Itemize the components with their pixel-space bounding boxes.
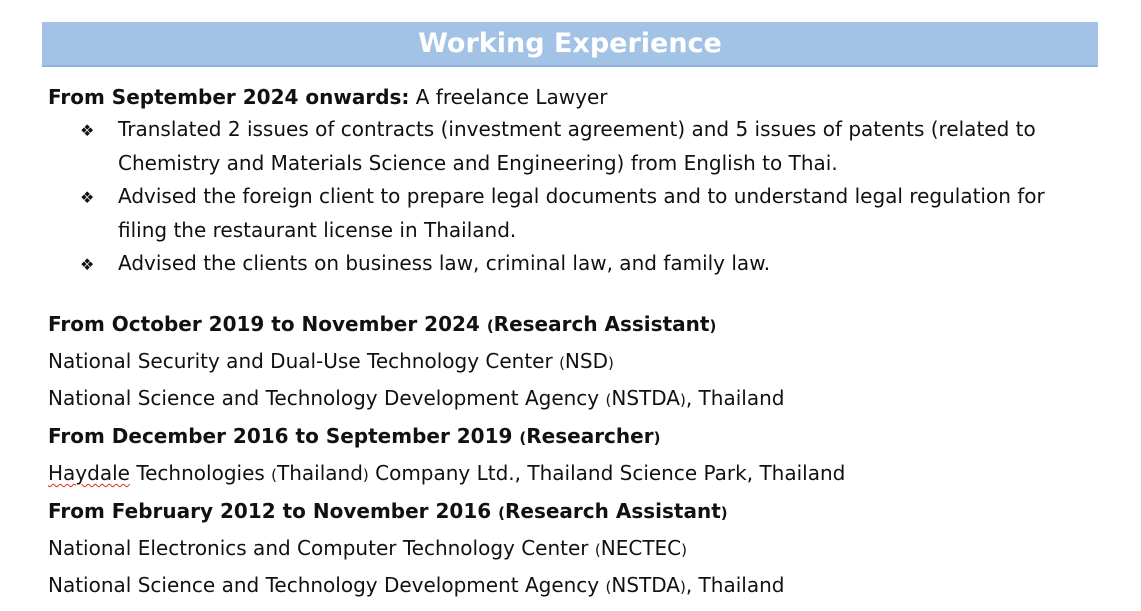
entry-4-org-1-abbr: NECTEC [600, 536, 682, 560]
bullet-diamond-icon: ❖ [80, 188, 95, 207]
entry-4-period: From February 2012 to November 2016 [48, 499, 492, 523]
entry-3-role: Researcher [526, 424, 654, 448]
entry-3-period: From December 2016 to September 2019 [48, 424, 513, 448]
entry-3-heading: From December 2016 to September 2019 (Researcher) [48, 424, 661, 448]
entry-4-heading: From February 2012 to November 2016 (Research Assistant) [48, 499, 728, 523]
section-title: Working Experience [418, 28, 722, 59]
bullet-diamond-icon: ❖ [80, 121, 95, 140]
entry-3-org-paren: Thailand [277, 461, 363, 485]
entry-2-period: From October 2019 to November 2024 [48, 312, 480, 336]
entry-1-bullet-2: Advised the foreign client to prepare legal documents and to understand legal regulation for filing the restaurant license in Thailand. [118, 184, 1045, 242]
entry-4-role: Research Assistant [505, 499, 721, 523]
entry-2-role: Research Assistant [493, 312, 710, 336]
entry-4-org-line-2: National Science and Technology Development Agency (NSTDA), Thailand [48, 573, 785, 597]
entry-4-org-2-name: National Science and Technology Development Agency [48, 573, 600, 597]
entry-2-org-line-1: National Security and Dual-Use Technology Center (NSD) [48, 349, 614, 373]
entry-2-org-2-abbr: NSTDA [611, 386, 680, 410]
entry-3-org-after: Company Ltd., Thailand Science Park, Thailand [375, 461, 846, 485]
entry-3-org-rest: Technologies [136, 461, 265, 485]
entry-3-org-line: Haydale Technologies (Thailand) Company Ltd., Thailand Science Park, Thailand [48, 461, 846, 485]
entry-1-role: A freelance Lawyer [415, 85, 608, 109]
entry-4-org-1-name: National Electronics and Computer Technology Center [48, 536, 589, 560]
entry-4-org-2-suffix: , Thailand [685, 573, 785, 597]
entry-1-bullet-1: Translated 2 issues of contracts (investment agreement) and 5 issues of patents (related to Chemistry and Materials Science and Engineering) from English to Thai. [118, 117, 1036, 175]
section-header [42, 22, 1098, 67]
entry-2-org-1-name: National Security and Dual-Use Technology Center [48, 349, 553, 373]
entry-1-bullet-3: Advised the clients on business law, criminal law, and family law. [118, 251, 771, 275]
entry-4-org-line-1: National Electronics and Computer Technology Center (NECTEC) [48, 536, 687, 560]
entry-1-period: From September 2024 onwards: [48, 85, 410, 109]
entry-2-org-2-name: National Science and Technology Development Agency [48, 386, 600, 410]
entry-2-heading: From October 2019 to November 2024 (Research Assistant) [48, 312, 717, 336]
entry-4-org-2-abbr: NSTDA [611, 573, 680, 597]
entry-2-org-1-abbr: NSD [564, 349, 608, 373]
entry-3-org-misspelled: Haydale [48, 461, 130, 485]
bullet-diamond-icon: ❖ [80, 255, 95, 274]
entry-2-org-line-2: National Science and Technology Development Agency (NSTDA), Thailand [48, 386, 785, 410]
entry-2-org-2-suffix: , Thailand [685, 386, 785, 410]
entry-1-heading [48, 85, 608, 109]
